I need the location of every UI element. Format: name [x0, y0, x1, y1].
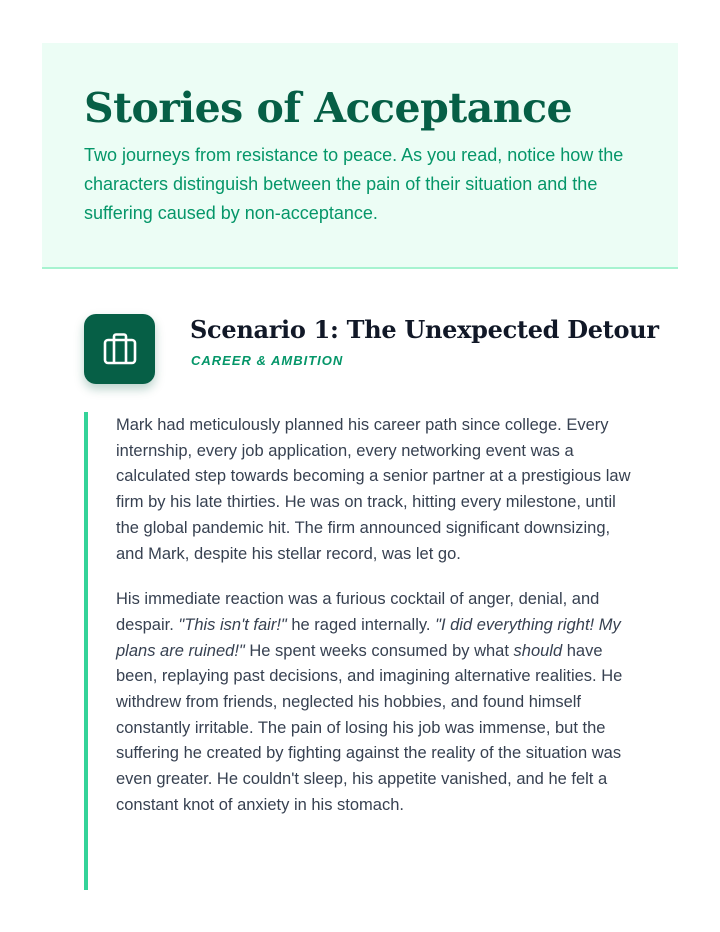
story-paragraph-2 [116, 587, 640, 818]
scenario-category: CAREER & AMBITION [191, 353, 344, 368]
briefcase-icon [84, 314, 155, 384]
story-block [84, 412, 640, 890]
scenario-title: Scenario 1: The Unexpected Detour [190, 315, 659, 344]
emphasis-text: should [513, 641, 563, 660]
header-banner [42, 43, 678, 269]
briefcase-icon-svg [102, 332, 138, 366]
paragraph-text: His immediate reaction was a furious cocktail of anger, denial, and despair. [116, 590, 600, 634]
intro-text: Two journeys from resistance to peace. As you read, notice how the characters distinguish between the pain of their situation and the suffering caused by non-acceptance. [84, 145, 624, 223]
quote-text: "I did everything right! My plans are ruined!" [116, 615, 621, 660]
paragraph-text: he raged internally. [291, 615, 431, 634]
page-title: Stories of Acceptance [84, 84, 573, 132]
quote-text: "This isn't fair!" [178, 615, 287, 634]
paragraph-text: He spent weeks consumed by what [249, 641, 509, 660]
paragraph-text: have been, replaying past decisions, and imagining alternative realities. He withdrew from friends, neglected his hobbies, and found himself constantly irritable. The pain of losing his job was immense, but the suffering he created by fighting against the reality of the situation was even greater. He couldn't sleep, his appetite vanished, and he felt a constant knot of anxiety in his stomach. [116, 641, 623, 814]
story-paragraph-1: Mark had meticulously planned his career path since college. Every internship, every job application, every networking event was a calculated step towards becoming a senior partner at a prestigious law firm by his late thirties. He was on track, hitting every milestone, until the global pandemic hit. The firm announced significant downsizing, and Mark, despite his stellar record, was let go. [116, 416, 631, 563]
